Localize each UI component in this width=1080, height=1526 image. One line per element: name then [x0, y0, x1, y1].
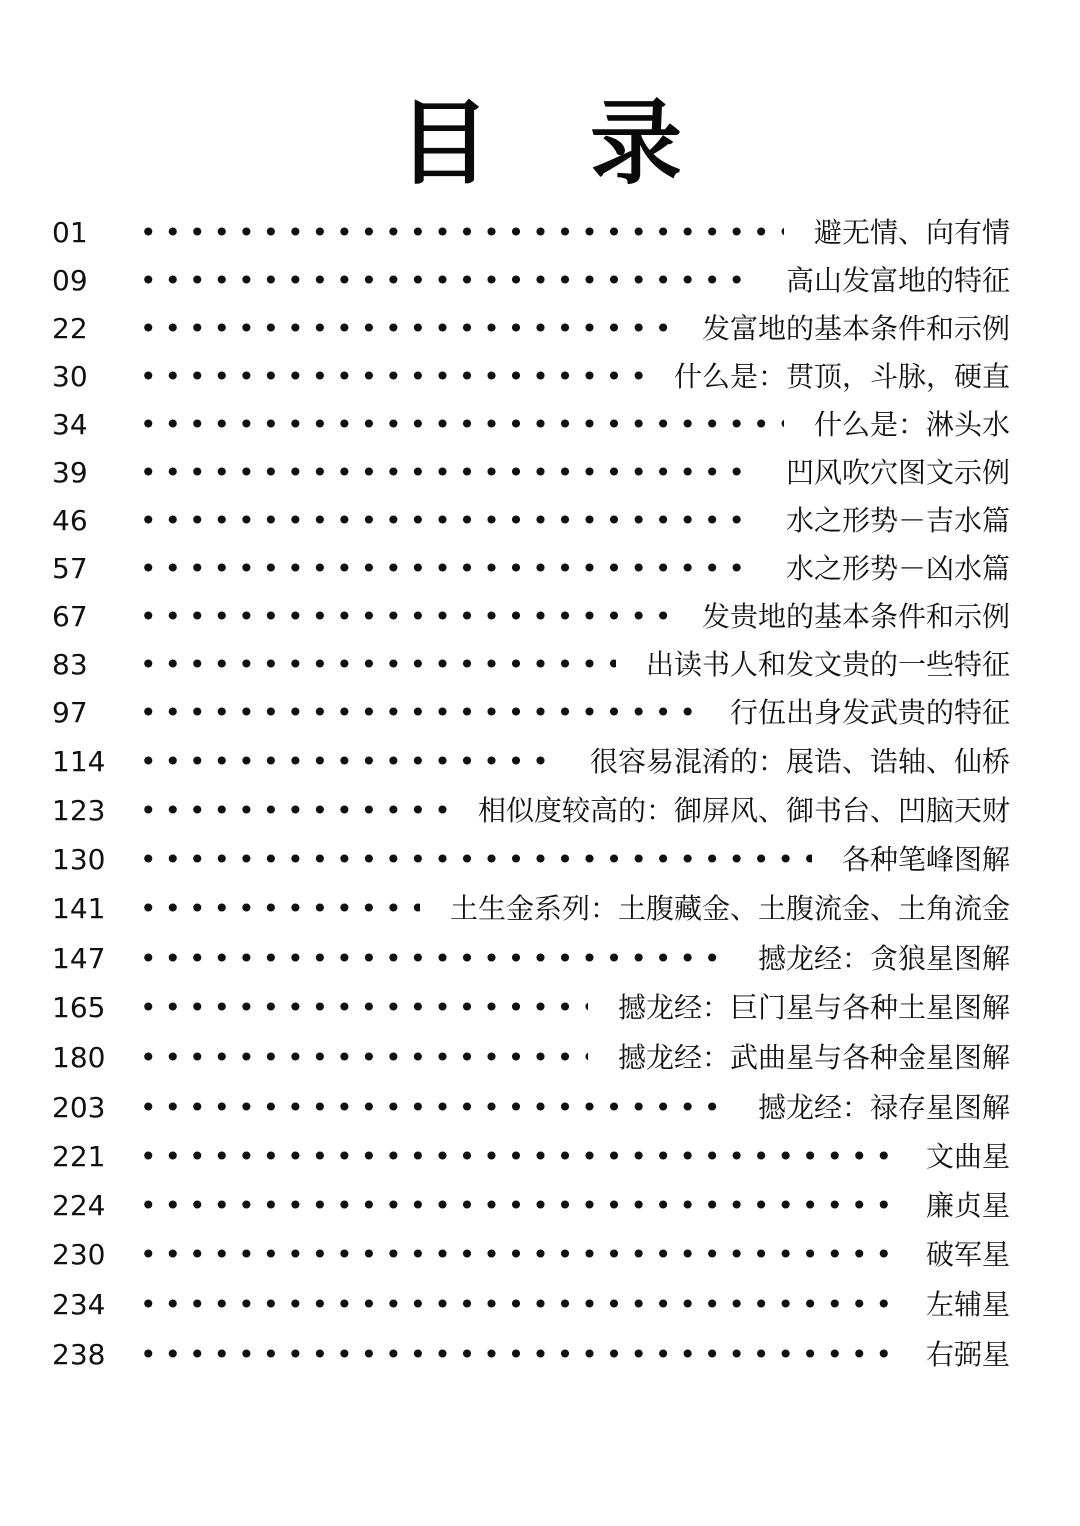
toc-page-number: 57 [52, 552, 88, 585]
toc-entry-title: 发富地的基本条件和示例 [701, 312, 1010, 345]
toc-entry[interactable] [0, 259, 1080, 303]
toc-entry-title: 什么是：贯顶，斗脉，硬直 [673, 360, 1010, 393]
toc-leader-dots [140, 1139, 896, 1175]
title-char-1: 目 [397, 89, 490, 197]
toc-entry[interactable] [0, 691, 1080, 735]
toc-entry[interactable] [0, 547, 1080, 591]
toc-leader-dots [140, 215, 784, 251]
toc-page-number: 123 [52, 794, 106, 827]
toc-page-number: 238 [52, 1338, 106, 1371]
toc-leader-dots [140, 842, 812, 878]
toc-entry[interactable] [0, 499, 1080, 543]
toc-page-number: 234 [52, 1288, 106, 1321]
toc-page-number: 46 [52, 504, 88, 537]
toc-page-number: 230 [52, 1238, 106, 1271]
toc-page-number: 01 [52, 216, 88, 249]
toc-entry[interactable] [0, 211, 1080, 255]
toc-leader-dots [140, 941, 728, 977]
toc-entry-title: 左辅星 [925, 1288, 1010, 1321]
toc-leader-dots [140, 744, 560, 780]
toc-entry-title: 什么是：淋头水 [813, 408, 1010, 441]
toc-page-number: 09 [52, 264, 88, 297]
toc-leader-dots [140, 551, 756, 587]
toc-leader-dots [140, 891, 420, 927]
toc-entry[interactable] [0, 643, 1080, 687]
toc-entry[interactable] [0, 887, 1080, 931]
toc-page-number: 67 [52, 600, 88, 633]
toc-entry[interactable] [0, 355, 1080, 399]
toc-entry[interactable] [0, 451, 1080, 495]
toc-entry-title: 破军星 [925, 1238, 1010, 1271]
toc-leader-dots [140, 503, 756, 539]
toc-entry-title: 高山发富地的特征 [785, 264, 1010, 297]
toc-entry-title: 出读书人和发文贵的一些特征 [645, 648, 1010, 681]
toc-entry[interactable] [0, 838, 1080, 882]
toc-page-number: 83 [52, 648, 88, 681]
toc-page-number: 22 [52, 312, 88, 345]
toc-entry[interactable] [0, 1184, 1080, 1228]
toc-page-number: 30 [52, 360, 88, 393]
toc-page-number: 130 [52, 843, 106, 876]
toc-leader-dots [140, 793, 448, 829]
toc-leader-dots [140, 1337, 896, 1373]
toc-page-number: 39 [52, 456, 88, 489]
toc-leader-dots [140, 1090, 728, 1126]
toc-entry-title: 廉贞星 [925, 1189, 1010, 1222]
toc-entry[interactable] [0, 307, 1080, 351]
page-title [0, 88, 1080, 198]
toc-entry[interactable] [0, 1135, 1080, 1179]
toc-entry-title: 很容易混淆的：展诰、诰轴、仙桥 [589, 745, 1010, 778]
toc-leader-dots [140, 647, 616, 683]
toc-entry[interactable] [0, 595, 1080, 639]
toc-page-number: 114 [52, 745, 106, 778]
toc-entry[interactable] [0, 740, 1080, 784]
toc-entry[interactable] [0, 1333, 1080, 1377]
toc-page-number: 97 [52, 696, 88, 729]
toc-entry-title: 右弼星 [925, 1338, 1010, 1371]
toc-leader-dots [140, 695, 700, 731]
toc-entry[interactable] [0, 403, 1080, 447]
toc-leader-dots [140, 990, 588, 1026]
toc-leader-dots [140, 455, 756, 491]
toc-entry[interactable] [0, 1036, 1080, 1080]
toc-entry[interactable] [0, 1283, 1080, 1327]
toc-page-number: 221 [52, 1140, 106, 1173]
toc-entry[interactable] [0, 937, 1080, 981]
toc-page-number: 180 [52, 1041, 106, 1074]
toc-entry-title: 撼龙经：巨门星与各种土星图解 [617, 991, 1010, 1024]
toc-entry[interactable] [0, 789, 1080, 833]
toc-page-number: 203 [52, 1091, 106, 1124]
toc-leader-dots [140, 599, 672, 635]
toc-entry-title: 凹风吹穴图文示例 [785, 456, 1010, 489]
toc-entry-title: 撼龙经：武曲星与各种金星图解 [617, 1041, 1010, 1074]
toc-leader-dots [140, 359, 644, 395]
toc-entry-title: 水之形势－凶水篇 [785, 552, 1010, 585]
toc-leader-dots [140, 1188, 896, 1224]
toc-entry-title: 行伍出身发武贵的特征 [729, 696, 1010, 729]
toc-page-number: 34 [52, 408, 88, 441]
toc-entry-title: 土生金系列：土腹藏金、土腹流金、土角流金 [449, 892, 1010, 925]
toc-entry-title: 水之形势－吉水篇 [785, 504, 1010, 537]
toc-entry-title: 撼龙经：贪狼星图解 [757, 942, 1010, 975]
toc-entry-title: 相似度较高的：御屏风、御书台、凹脑天财 [477, 794, 1010, 827]
toc-entry[interactable] [0, 986, 1080, 1030]
toc-leader-dots [140, 1040, 588, 1076]
toc-page-number: 141 [52, 892, 106, 925]
toc-leader-dots [140, 311, 672, 347]
toc-page-number: 147 [52, 942, 106, 975]
toc-entry-title: 文曲星 [925, 1140, 1010, 1173]
toc-page-number: 224 [52, 1189, 106, 1222]
toc-leader-dots [140, 1237, 896, 1273]
toc-entry-title: 发贵地的基本条件和示例 [701, 600, 1010, 633]
toc-leader-dots [140, 407, 784, 443]
toc-leader-dots [140, 263, 756, 299]
toc-entry-title: 撼龙经：禄存星图解 [757, 1091, 1010, 1124]
toc-entry[interactable] [0, 1233, 1080, 1277]
title-char-2: 录 [590, 89, 683, 197]
toc-entry[interactable] [0, 1086, 1080, 1130]
toc-entry-title: 避无情、向有情 [813, 216, 1010, 249]
toc-page-number: 165 [52, 991, 106, 1024]
toc-entry-title: 各种笔峰图解 [841, 843, 1010, 876]
toc-leader-dots [140, 1287, 896, 1323]
